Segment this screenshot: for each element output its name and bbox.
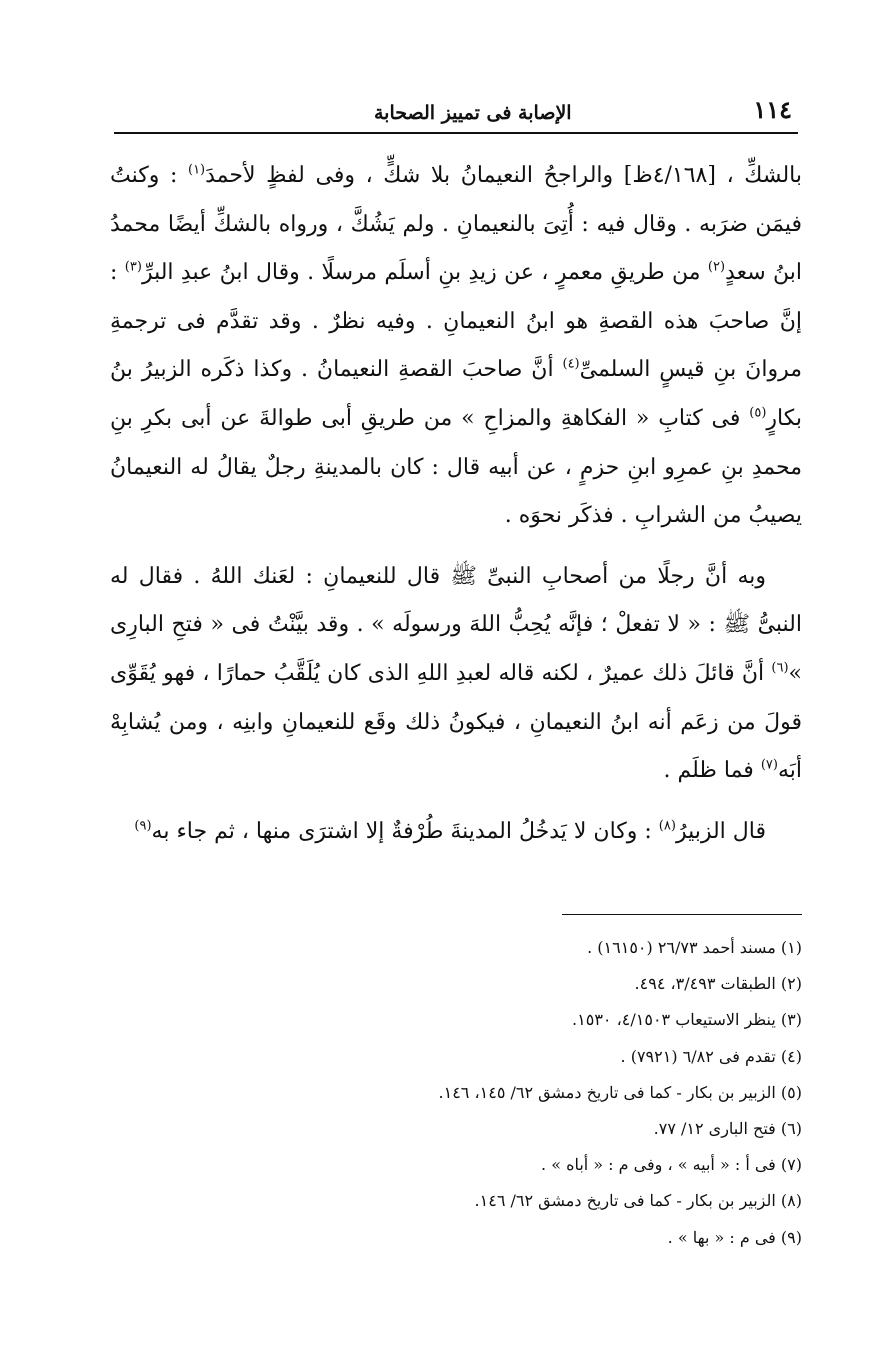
header-rule	[114, 132, 798, 134]
text-run: : وكان لا يَدخُلُ المدينةَ طُرْفةٌ إلا اشترَى منها ، ثم جاء به	[151, 818, 659, 844]
text-run: أنَّ قائلَ ذلك عميرٌ ، لكنه قاله لعبدِ اللهِ الذى كان يُلَقَّبُ حمارًا ، فهو يُقَوِّى قولَ من زعَم أنه ابنُ النعيمانِ ، فيكونُ ذلك وقَع للنعيمانِ وابنِه ، ومن يُشابِهْ أبَه	[110, 660, 802, 784]
footnote-ref-7: (٧)	[760, 757, 778, 773]
footnote-ref-2: (٢)	[707, 259, 726, 275]
text-run: : إنَّ صاحبَ هذه القصةِ هو ابنُ النعيمانِ . وفيه نظرٌ . وقد تقدَّم فى ترجمةِ مروانَ بنِ قيسٍ السلمىِّ	[110, 260, 802, 383]
text-run: : وكنتُ فيمَن ضرَبه . وقال فيه : أُتِىَ بالنعيمانِ . ولم يَشُكَّ ، ورواه بالشكِّ أيضًا محمدُ ابنُ سعدٍ	[110, 163, 802, 286]
footnote-3: (٣) ينظر الاستيعاب ٤/١٥٠٣، ١٥٣٠.	[572, 1010, 802, 1030]
text-run: قال الزبيرُ	[675, 818, 766, 844]
footnote-5: (٥) الزبير بن بكار - كما فى تاريخ دمشق ٦٢/ ١٤٥، ١٤٦.	[438, 1082, 802, 1102]
text-run: بالشكِّ ، [٤/١٦٨ظ] والراجحُ النعيمانُ بلا شكٍّ ، وفى لفظٍ لأحمدَ	[205, 163, 802, 188]
footnote-rule	[562, 914, 802, 915]
page-header	[112, 84, 792, 124]
paragraph-3	[110, 808, 802, 857]
footnote-4: (٤) تقدم فى ٦/٨٢ (٧٩٢١) .	[620, 1046, 802, 1066]
footnote-ref-6: (٦)	[771, 660, 789, 676]
footnote-ref-8: (٨)	[658, 818, 676, 834]
footnote-9: (٩) فى م : « بها » .	[667, 1227, 802, 1247]
footnotes	[300, 930, 802, 1256]
page-number: ١١٤	[753, 95, 792, 124]
text-run: أنَّ صاحبَ القصةِ النعيمانُ . وكذا ذكَره الزبيرُ بنُ بكارٍ	[110, 357, 802, 431]
text-run: فى كتابِ « الفكاهةِ والمزاحِ » من طريقِ أبى طوالةَ عن أبى بكرِ بنِ محمدِ بنِ عمرِو ابنِ حزمٍ ، عن أبيه قال : كان بالمدينةِ رجلٌ يقالُ له النعيمانُ يصيبُ من الشرابِ . فذكَر نحوَه .	[110, 405, 802, 529]
footnote-7: (٧) فى أ : « أبيه » ، وفى م : « أباه » .	[541, 1155, 802, 1175]
running-title: الإصابة فى تمييز الصحابة	[374, 102, 572, 124]
text-run: من طريقِ معمرٍ ، عن زيدِ بنِ أسلَم مرسلًا . وقال ابنُ عبدِ البرِّ	[141, 260, 708, 286]
footnote-2: (٢) الطبقات ٣/٤٩٣، ٤٩٤.	[634, 974, 802, 994]
footnote-ref-4: (٤)	[562, 357, 580, 373]
footnote-ref-3: (٣)	[124, 259, 142, 275]
footnote-6: (٦) فتح البارى ١٢/ ٧٧.	[653, 1119, 802, 1139]
paragraph-1	[110, 152, 802, 541]
body-text	[110, 152, 802, 856]
footnote-ref-1: (١)	[187, 162, 206, 178]
footnote-8: (٨) الزبير بن بكار - كما فى تاريخ دمشق ٦٢/ ١٤٦.	[474, 1191, 802, 1211]
text-run: وبه أنَّ رجلًا من أصحابِ النبىِّ ﷺ قال للنعيمانِ : لعَنك اللهُ . فقال له النبىُّ ﷺ : « لا تفعلْ ؛ فإنَّه يُحِبُّ اللهَ ورسولَه » . وقد بيَّنْتُ فى « فتحِ البارِى »	[110, 563, 802, 686]
paragraph-2	[110, 553, 802, 796]
footnote-ref-9: (٩)	[134, 818, 152, 834]
footnote-1: (١) مسند أحمد ٢٦/٧٣ (١٦١٥٠) .	[587, 938, 802, 957]
footnote-ref-5: (٥)	[749, 405, 767, 421]
text-run: فما ظلَم .	[663, 758, 761, 784]
